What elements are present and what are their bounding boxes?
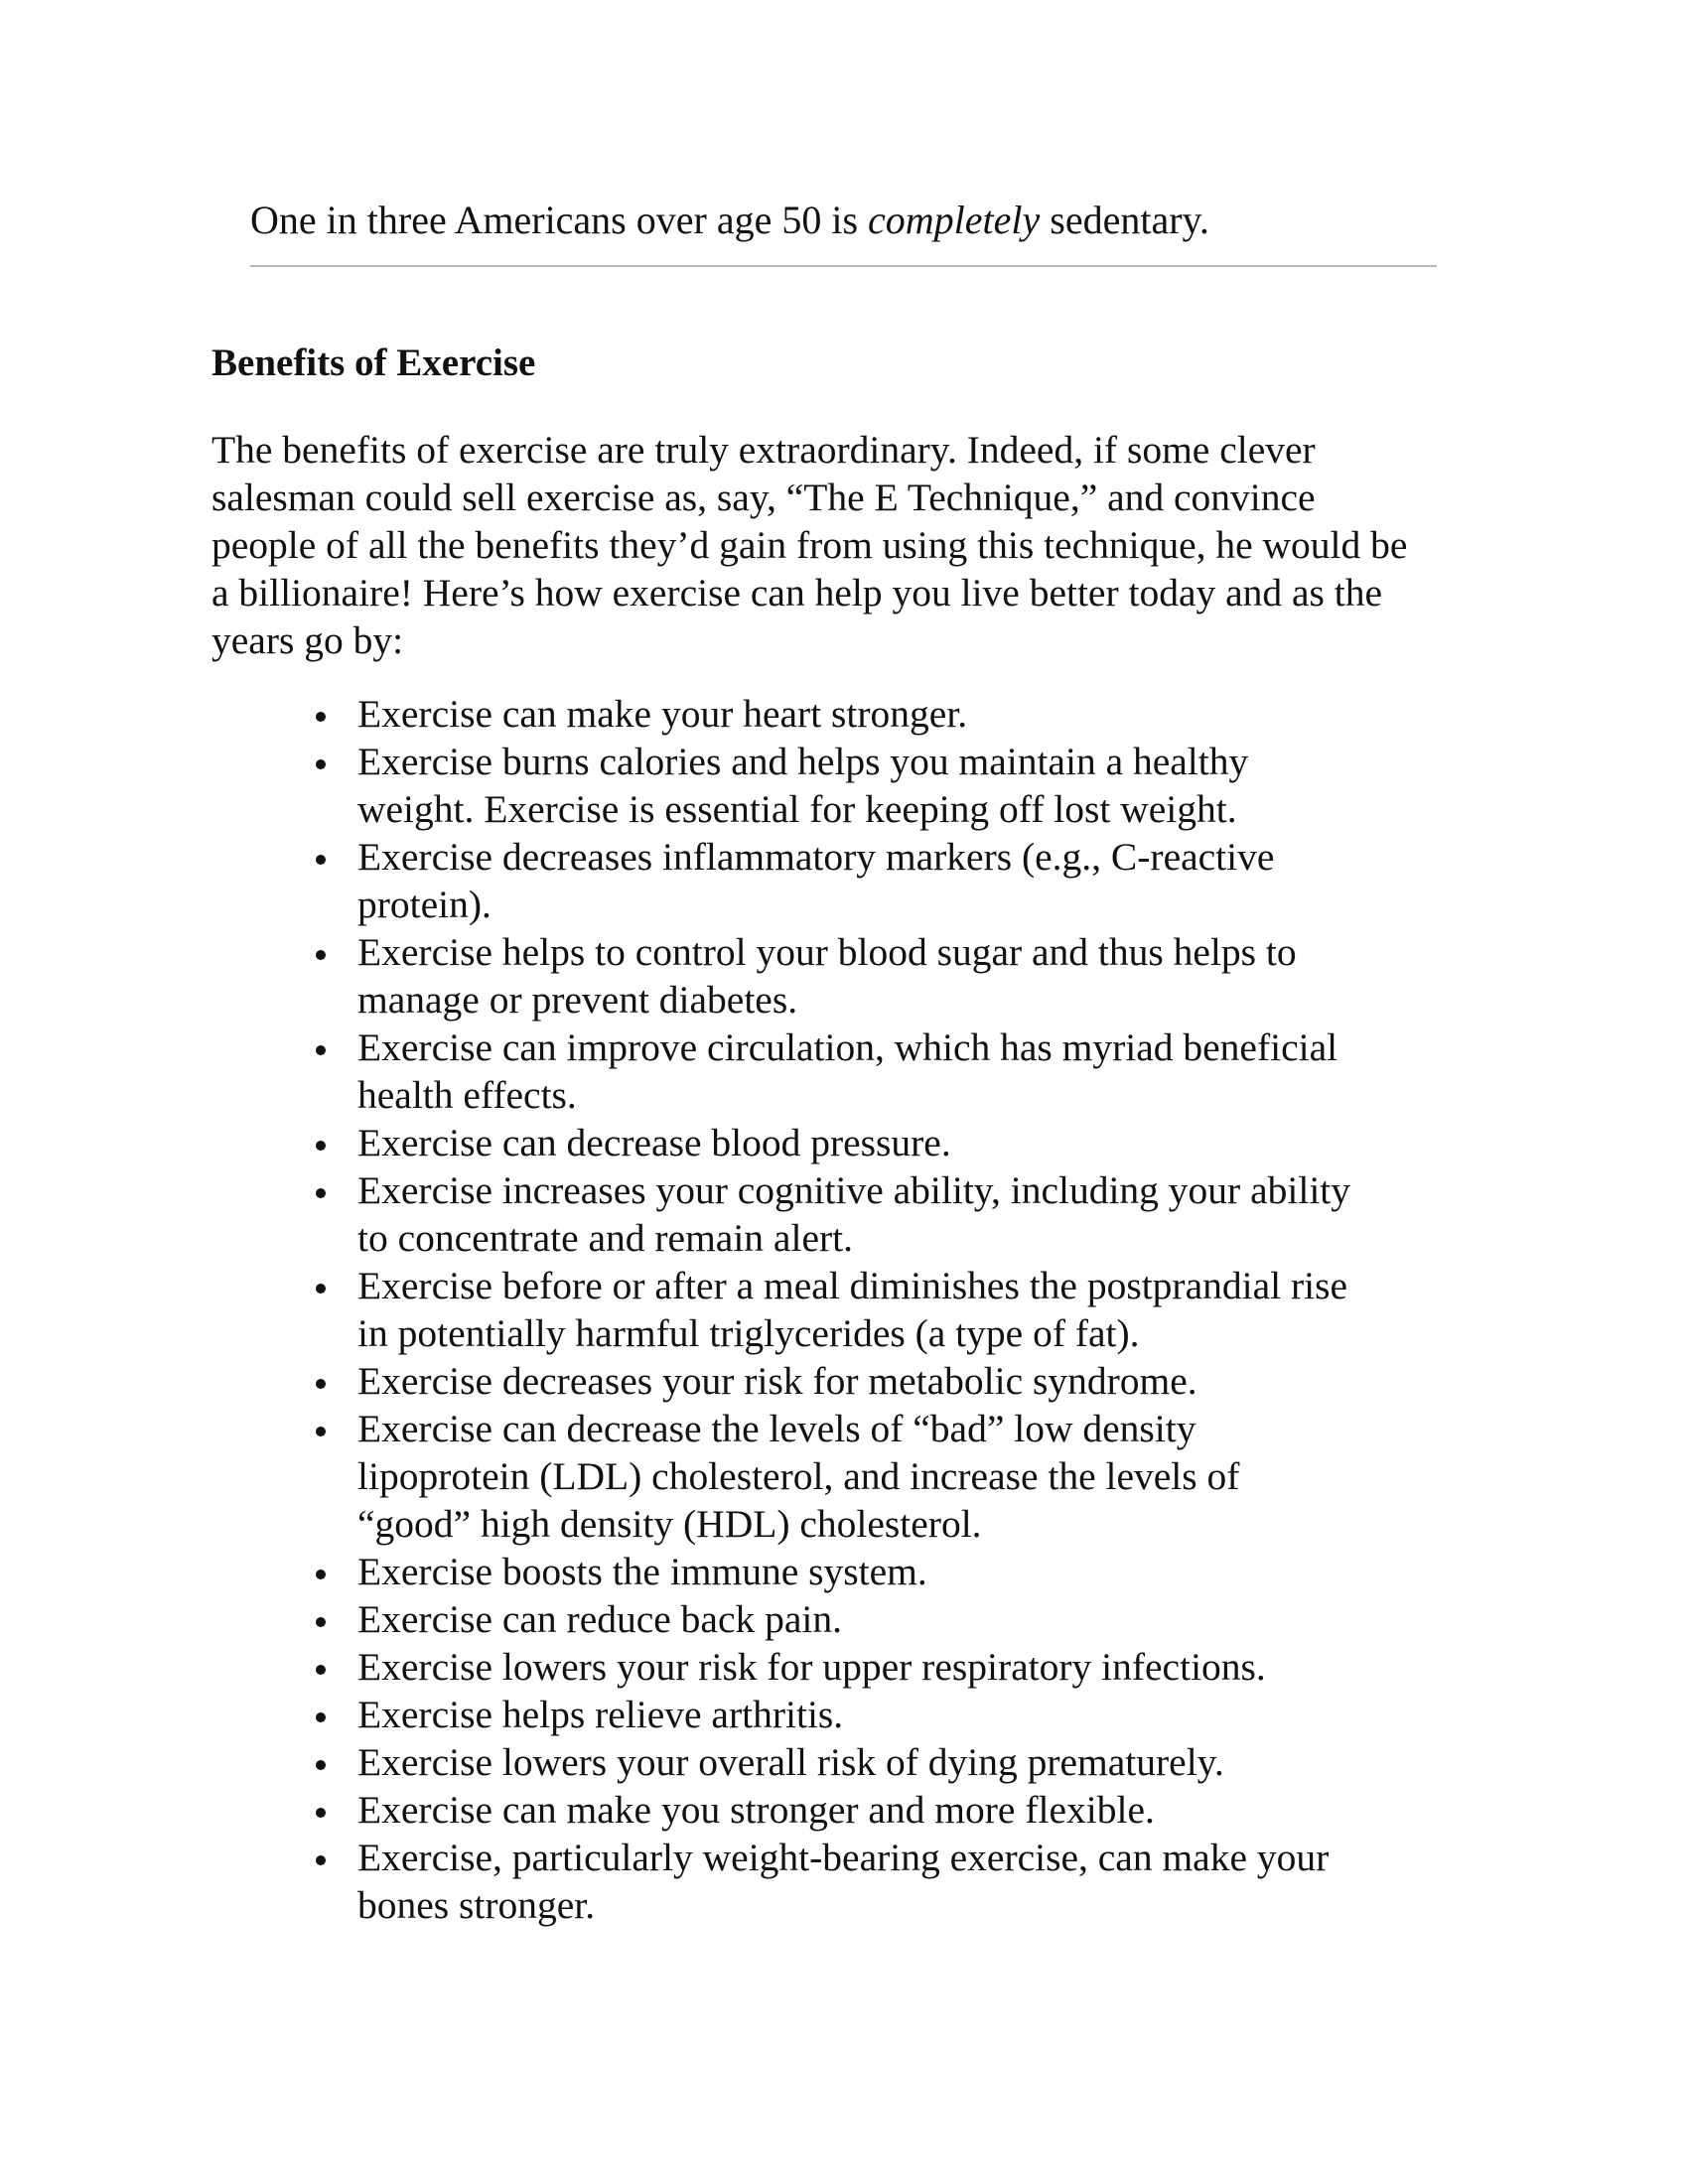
list-item-line: Exercise helps to control your blood sugar and thus helps to: [357, 930, 1297, 974]
intro-line: people of all the benefits they’d gain from using this technique, he would be: [211, 523, 1408, 567]
intro-line: The benefits of exercise are truly extraordinary. Indeed, if some clever: [211, 428, 1316, 472]
list-item-line: Exercise helps relieve arthritis.: [357, 1693, 844, 1736]
bullet-icon: [316, 1045, 326, 1055]
bullet-icon: [316, 1284, 326, 1294]
list-item-line: Exercise lowers your overall risk of dying prematurely.: [357, 1740, 1224, 1784]
bullet-icon: [316, 855, 326, 865]
intro-line: salesman could sell exercise as, say, “The E Technique,” and convince: [211, 476, 1316, 519]
callout-text-end: sedentary.: [1040, 198, 1209, 242]
list-item: [357, 1024, 1450, 1119]
list-item: [357, 1119, 1450, 1166]
list-item-line: Exercise lowers your risk for upper respiratory infections.: [357, 1645, 1266, 1689]
list-item-line: Exercise can make you stronger and more flexible.: [357, 1788, 1155, 1832]
list-item: [357, 1595, 1450, 1643]
list-item-line: Exercise decreases your risk for metabolic syndrome.: [357, 1359, 1197, 1403]
list-item-line: Exercise increases your cognitive ability, including your ability: [357, 1168, 1351, 1212]
bullet-icon: [316, 1855, 326, 1865]
list-item: [357, 1738, 1450, 1786]
bullet-icon: [316, 1570, 326, 1579]
list-item-line: protein).: [357, 883, 492, 926]
list-item-line: “good” high density (HDL) cholesterol.: [357, 1502, 982, 1546]
list-item: [357, 1643, 1450, 1691]
benefits-list: [357, 690, 1450, 1929]
list-item-line: in potentially harmful triglycerides (a type of fat).: [357, 1311, 1140, 1355]
list-item: [357, 833, 1450, 928]
callout-divider: [250, 265, 1437, 267]
list-item: [357, 738, 1450, 833]
list-item-line: bones stronger.: [357, 1883, 596, 1927]
list-item: [357, 1786, 1450, 1834]
list-item-line: Exercise, particularly weight-bearing exercise, can make your: [357, 1836, 1330, 1879]
bullet-icon: [316, 1141, 326, 1151]
list-item: [357, 690, 1450, 738]
list-item-line: manage or prevent diabetes.: [357, 978, 798, 1022]
list-item-line: Exercise before or after a meal diminishes the postprandial rise: [357, 1264, 1347, 1307]
list-item: [357, 1357, 1450, 1405]
callout-emphasis: completely: [868, 198, 1041, 242]
list-item: [357, 1548, 1450, 1595]
bullet-icon: [316, 1427, 326, 1436]
bullet-icon: [316, 950, 326, 960]
list-item-line: Exercise can decrease blood pressure.: [357, 1121, 951, 1164]
section-heading: Benefits of Exercise: [211, 341, 536, 384]
bullet-icon: [316, 1188, 326, 1198]
list-item-line: Exercise decreases inflammatory markers (e.g., C-reactive: [357, 835, 1275, 879]
list-item: [357, 1691, 1450, 1738]
list-item-line: Exercise can decrease the levels of “bad” low density: [357, 1407, 1196, 1450]
list-item: [357, 1166, 1450, 1262]
intro-line: a billionaire! Here’s how exercise can help you live better today and as the: [211, 571, 1383, 614]
bullet-icon: [316, 1808, 326, 1818]
list-item-line: lipoprotein (LDL) cholesterol, and increase the levels of: [357, 1454, 1240, 1498]
list-item-line: Exercise can make your heart stronger.: [357, 692, 968, 736]
callout-text-start: One in three Americans over age 50 is: [250, 198, 869, 242]
list-item: [357, 1834, 1450, 1929]
bullet-icon: [316, 1379, 326, 1389]
list-item: [357, 1262, 1450, 1357]
list-item-line: Exercise can reduce back pain.: [357, 1597, 842, 1641]
list-item-line: Exercise can improve circulation, which has myriad beneficial: [357, 1025, 1338, 1069]
list-item-line: to concentrate and remain alert.: [357, 1216, 853, 1260]
list-item-line: health effects.: [357, 1073, 577, 1117]
list-item-line: Exercise boosts the immune system.: [357, 1550, 927, 1593]
intro-paragraph: [211, 426, 1502, 664]
bullet-icon: [316, 1760, 326, 1770]
bullet-icon: [316, 712, 326, 722]
callout-statement: [250, 195, 1437, 246]
list-item: [357, 928, 1450, 1024]
intro-line: years go by:: [211, 618, 404, 662]
list-item-line: Exercise burns calories and helps you maintain a healthy: [357, 740, 1249, 783]
bullet-icon: [316, 1712, 326, 1722]
list-item: [357, 1405, 1450, 1548]
list-item-line: weight. Exercise is essential for keeping off lost weight.: [357, 787, 1237, 831]
bullet-icon: [316, 759, 326, 769]
bullet-icon: [316, 1665, 326, 1675]
bullet-icon: [316, 1617, 326, 1627]
